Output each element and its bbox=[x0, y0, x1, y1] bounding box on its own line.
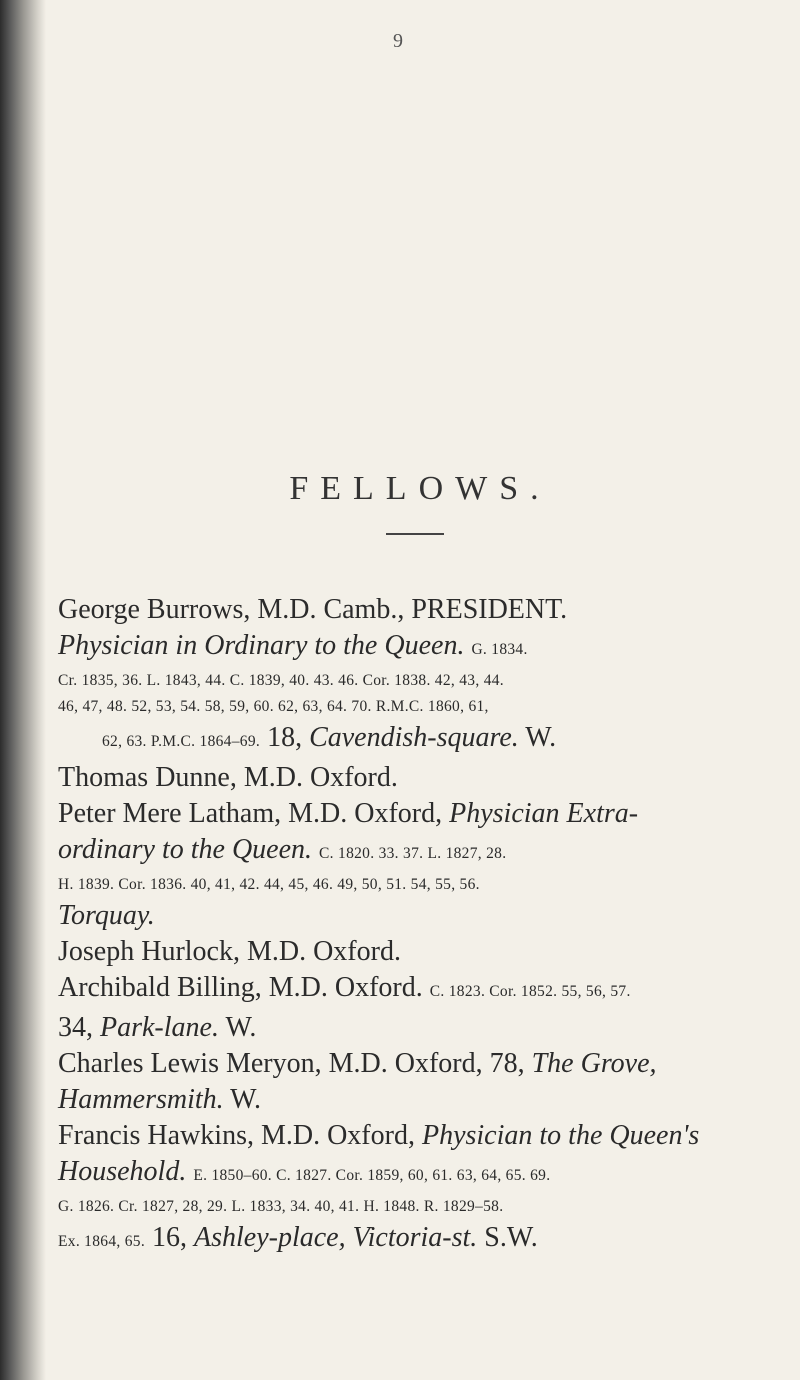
postal-district: S.W. bbox=[484, 1222, 538, 1253]
fellow-details: Cr. 1835, 36. L. 1843, 44. C. 1839, 40. 43. 46. Cor. 1838. 42, 43, 44. bbox=[58, 672, 504, 689]
fellow-title: Physician Extra- bbox=[449, 798, 639, 829]
fellow-entry bbox=[58, 796, 794, 934]
fellow-details: 46, 47, 48. 52, 53, 54. 58, 59, 60. 62, 63, 64. 70. R.M.C. 1860, 61, bbox=[58, 698, 489, 715]
fellow-details: Ex. 1864, 65. bbox=[58, 1233, 145, 1250]
book-gutter-shadow bbox=[0, 0, 46, 1380]
fellow-entry bbox=[58, 760, 794, 796]
fellow-name: Archibald Billing, M.D. Oxford. bbox=[58, 972, 423, 1003]
fellow-name: Francis Hawkins, M.D. Oxford, bbox=[58, 1120, 415, 1151]
fellow-title: ordinary to the Queen. bbox=[58, 834, 313, 865]
page-number: 9 bbox=[393, 30, 403, 52]
address: Ashley-place, Victoria-st. bbox=[194, 1222, 478, 1253]
address-number: 34, bbox=[58, 1012, 93, 1043]
postal-district: W. bbox=[525, 722, 557, 753]
address: The Grove, bbox=[531, 1048, 657, 1079]
fellow-title: Physician to the Queen's bbox=[421, 1120, 700, 1151]
address: Hammersmith. bbox=[58, 1084, 224, 1115]
fellow-details: E. 1850–60. C. 1827. Cor. 1859, 60, 61. 63, 64, 65. 69. bbox=[193, 1167, 551, 1184]
fellow-entry bbox=[58, 1046, 794, 1118]
address: Cavendish-square. bbox=[309, 722, 519, 753]
fellow-title: Household. bbox=[58, 1156, 187, 1187]
fellow-name: Peter Mere Latham, M.D. Oxford, bbox=[58, 798, 443, 829]
fellow-details: G. 1826. Cr. 1827, 28, 29. L. 1833, 34. 40, 41. H. 1848. R. 1829–58. bbox=[58, 1198, 504, 1215]
section-heading: FELLOWS. bbox=[289, 470, 551, 507]
postal-district: W. bbox=[230, 1084, 262, 1115]
address: Park-lane. bbox=[100, 1012, 219, 1043]
fellows-list bbox=[58, 592, 794, 1260]
fellow-name: George Burrows, M.D. Camb., PRESIDENT. bbox=[58, 594, 568, 625]
fellow-name: Thomas Dunne, M.D. Oxford. bbox=[58, 762, 398, 793]
address: Torquay. bbox=[58, 900, 155, 931]
fellow-title: Physician in Ordinary to the Queen. bbox=[58, 630, 465, 661]
fellow-details: C. 1820. 33. 37. L. 1827, 28. bbox=[319, 845, 507, 862]
fellow-entry bbox=[58, 970, 794, 1046]
address-number: 18, bbox=[267, 722, 303, 753]
fellow-name: Charles Lewis Meryon, M.D. Oxford, 78, bbox=[58, 1048, 525, 1079]
fellow-details: H. 1839. Cor. 1836. 40, 41, 42. 44, 45, 46. 49, 50, 51. 54, 55, 56. bbox=[58, 876, 480, 893]
heading-divider bbox=[386, 533, 444, 535]
fellow-details: 62, 63. P.M.C. 1864–69. bbox=[102, 733, 261, 750]
fellow-name: Joseph Hurlock, M.D. Oxford. bbox=[58, 936, 401, 967]
fellow-details: G. 1834. bbox=[471, 641, 528, 658]
address-number: 16, bbox=[152, 1222, 187, 1253]
fellow-entry bbox=[58, 592, 794, 760]
fellow-details: C. 1823. Cor. 1852. 55, 56, 57. bbox=[429, 983, 631, 1000]
fellow-entry bbox=[58, 1118, 794, 1260]
postal-district: W. bbox=[225, 1012, 257, 1043]
fellow-entry bbox=[58, 934, 794, 970]
